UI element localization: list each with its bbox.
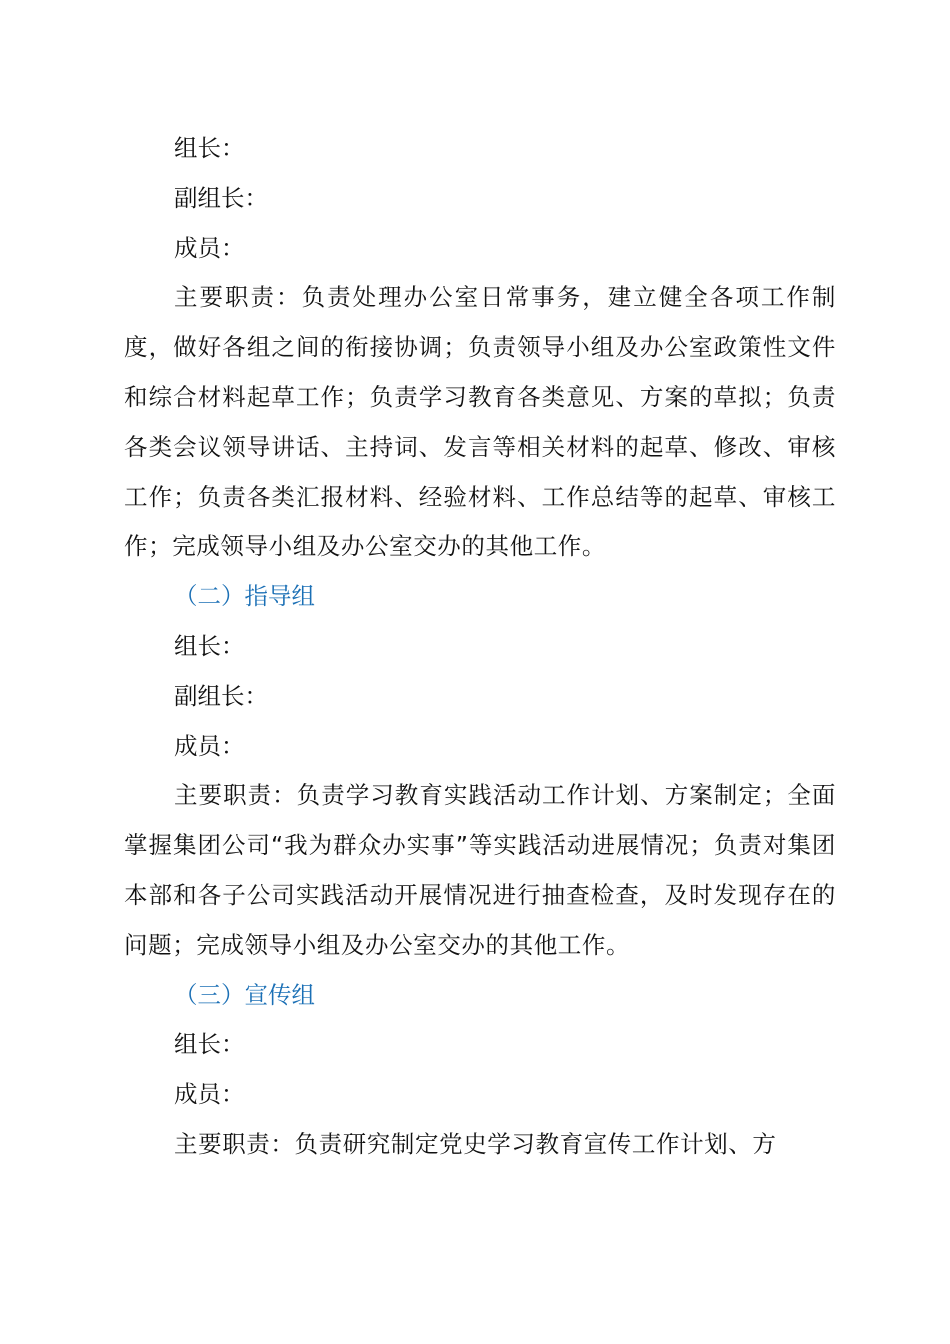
publicity-group-heading: （三）宣传组	[174, 980, 315, 1009]
guidance-group-deputy-leader: 副组长：	[174, 681, 268, 710]
document-page	[124, 124, 836, 1170]
office-group-leader: 组长：	[174, 134, 245, 162]
guidance-group-leader: 组长：	[174, 631, 245, 660]
office-group-deputy-leader: 副组长：	[174, 183, 268, 212]
office-group-members: 成员：	[174, 233, 245, 262]
publicity-group-leader: 组长：	[174, 1030, 245, 1059]
office-group-duties: 主要职责：负责处理办公室日常事务，建立健全各项工作制度，做好各组之间的衔接协调；负责领导小组及办公室政策性文件和综合材料起草工作；负责学习教育各类意见、方案的草拟；负责各类会议领导讲话、主持词、发言等相关材料的起草、修改、审核工作；负责各类汇报材料、经验材料、工作总结等的起草、审核工作；完成领导小组及办公室交办的其他工作。	[124, 283, 836, 561]
guidance-group-duties: 主要职责：负责学习教育实践活动工作计划、方案制定；全面掌握集团公司“我为群众办实事”等实践活动进展情况；负责对集团本部和各子公司实践活动开展情况进行抽查检查，及时发现存在的问题；完成领导小组及办公室交办的其他工作。	[124, 781, 836, 959]
guidance-group-members: 成员：	[174, 731, 245, 760]
publicity-group-duties: 主要职责：负责研究制定党史学习教育宣传工作计划、方	[174, 1129, 777, 1158]
publicity-group-members: 成员：	[174, 1080, 245, 1109]
guidance-group-heading: （二）指导组	[174, 582, 315, 611]
